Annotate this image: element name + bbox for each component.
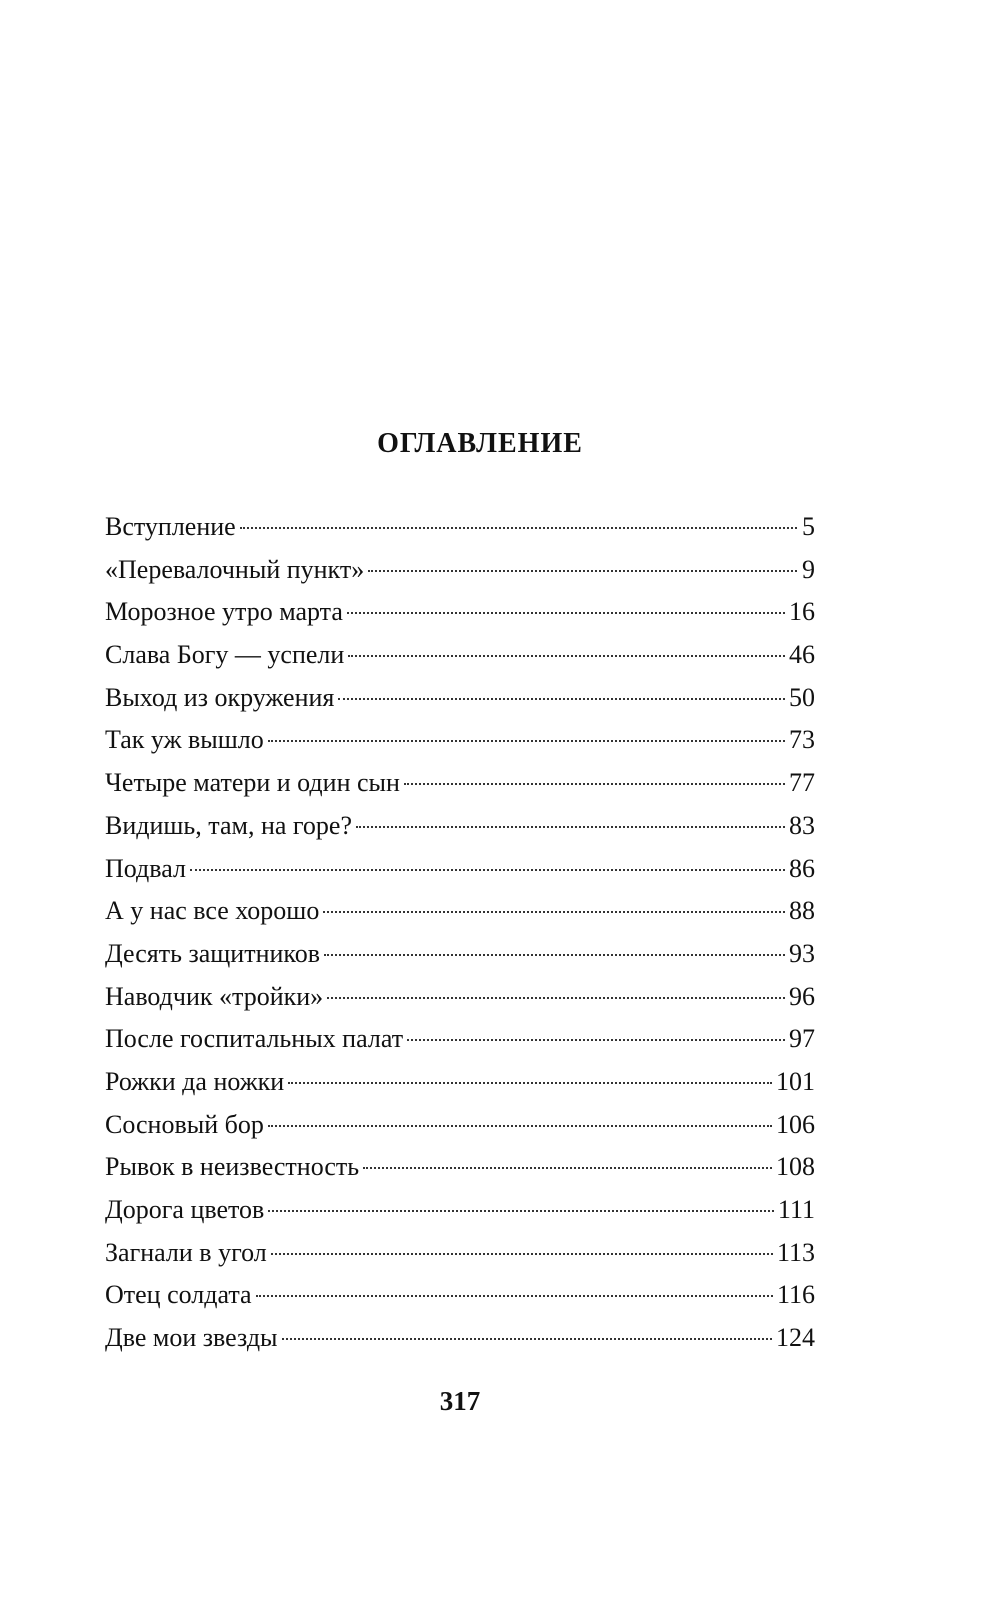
toc-entry xyxy=(105,762,815,805)
toc-entry-title: Слава Богу — успели xyxy=(105,640,345,670)
toc-entry-title: Вступление xyxy=(105,512,236,541)
toc-entry-title: Четыре матери и один сын xyxy=(105,768,400,798)
toc-entry-page: 46 xyxy=(789,640,815,670)
toc-dot-leader xyxy=(288,1064,772,1090)
toc-entry-title: Десять защитников xyxy=(105,938,320,968)
toc-dot-leader xyxy=(323,893,785,919)
toc-dot-leader xyxy=(190,851,785,877)
toc-entry-title: Рожки да ножки xyxy=(105,1066,285,1096)
table-of-contents xyxy=(105,506,815,1360)
toc-dot-leader xyxy=(368,552,797,578)
toc-entry-page: 106 xyxy=(776,1109,815,1139)
toc-entry-title: А у нас все хорошо xyxy=(105,896,320,926)
toc-entry xyxy=(105,805,815,848)
toc-entry-title: Дорога цветов xyxy=(105,1195,265,1224)
toc-dot-leader xyxy=(256,1277,773,1303)
toc-entry xyxy=(105,634,815,677)
toc-dot-leader xyxy=(347,594,785,620)
toc-entry-title: Видишь, там, на горе? xyxy=(105,810,352,840)
toc-entry-title: Выход из окружения xyxy=(105,682,335,712)
toc-entry-page: 86 xyxy=(789,853,815,883)
toc-entry-title: Отец солдата xyxy=(105,1280,252,1310)
toc-dot-leader xyxy=(282,1320,772,1346)
toc-entry-page: 93 xyxy=(789,938,815,968)
toc-entry-page: 83 xyxy=(789,810,815,840)
toc-entry-page: 111 xyxy=(777,1195,815,1224)
toc-entry xyxy=(105,1104,815,1147)
toc-entry-page: 113 xyxy=(776,1237,815,1267)
toc-entry-title: Сосновый бор xyxy=(105,1109,264,1139)
toc-dot-leader xyxy=(240,509,797,535)
toc-entry-page: 96 xyxy=(789,981,815,1011)
toc-entry-title: «Перевалочный пункт» xyxy=(105,554,365,584)
toc-entry-title: Морозное утро марта xyxy=(105,597,343,627)
toc-entry xyxy=(105,1232,815,1275)
page-title: ОГЛАВЛЕНИЕ xyxy=(377,427,583,459)
toc-entry-page: 88 xyxy=(789,896,815,926)
toc-entry xyxy=(105,1018,815,1061)
toc-entry-page: 50 xyxy=(789,682,815,712)
toc-dot-leader xyxy=(327,979,785,1005)
toc-entry xyxy=(105,591,815,634)
toc-dot-leader xyxy=(338,680,785,706)
toc-entry-page: 108 xyxy=(776,1152,815,1182)
toc-entry-page: 77 xyxy=(789,768,815,798)
toc-entry-page: 16 xyxy=(789,597,815,627)
toc-entry-title: После госпитальных палат xyxy=(105,1024,404,1054)
toc-entry-page: 124 xyxy=(776,1323,815,1353)
toc-entry xyxy=(105,933,815,976)
toc-entry-page: 73 xyxy=(789,725,815,755)
toc-dot-leader xyxy=(271,1235,773,1261)
toc-entry xyxy=(105,1274,815,1317)
page-number: 317 xyxy=(439,1386,481,1416)
toc-entry-title: Загнали в угол xyxy=(105,1237,267,1267)
toc-entry-title: Две мои звезды xyxy=(105,1323,278,1353)
toc-dot-leader xyxy=(407,1021,785,1047)
toc-dot-leader xyxy=(268,722,785,748)
toc-entry-title: Так уж вышло xyxy=(105,725,264,755)
toc-entry xyxy=(105,719,815,762)
toc-entry-title: Подвал xyxy=(105,853,186,883)
toc-entry xyxy=(105,677,815,720)
toc-dot-leader xyxy=(356,808,785,834)
toc-entry xyxy=(105,890,815,933)
toc-dot-leader xyxy=(404,765,785,791)
toc-entry-page: 101 xyxy=(776,1066,815,1096)
toc-dot-leader xyxy=(363,1149,772,1175)
toc-entry xyxy=(105,1317,815,1360)
toc-entry xyxy=(105,506,815,549)
toc-entry xyxy=(105,848,815,891)
toc-entry-title: Наводчик «тройки» xyxy=(105,981,324,1011)
toc-entry-page: 5 xyxy=(802,512,815,541)
toc-entry xyxy=(105,1061,815,1104)
toc-entry xyxy=(105,549,815,592)
toc-entry xyxy=(105,1146,815,1189)
toc-dot-leader xyxy=(268,1192,774,1218)
toc-entry-page: 97 xyxy=(789,1024,815,1054)
toc-entry xyxy=(105,1189,815,1232)
toc-entry xyxy=(105,976,815,1019)
toc-dot-leader xyxy=(268,1107,772,1133)
toc-dot-leader xyxy=(348,637,785,663)
toc-entry-page: 116 xyxy=(776,1280,815,1310)
toc-entry-title: Рывок в неизвестность xyxy=(105,1152,360,1182)
toc-entry-page: 9 xyxy=(802,554,815,584)
toc-dot-leader xyxy=(324,936,785,962)
